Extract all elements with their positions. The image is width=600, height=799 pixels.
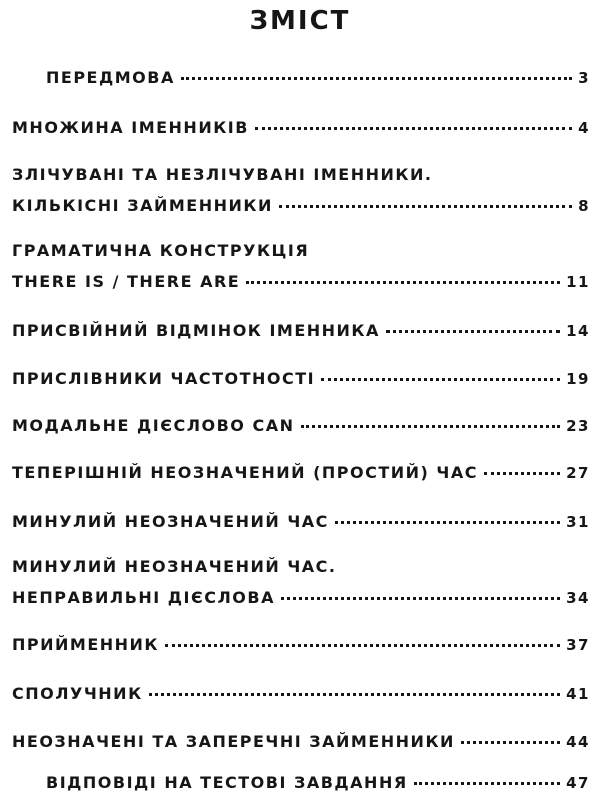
toc-entry[interactable] <box>12 463 590 482</box>
toc-entry-title: МИНУЛИЙ НЕОЗНАЧЕНИЙ ЧАС <box>12 512 329 531</box>
toc-entry[interactable] <box>12 588 590 607</box>
toc-entry-title: МНОЖИНА ІМЕННИКІВ <box>12 118 249 137</box>
dot-leader <box>335 521 560 524</box>
toc-entry-title: ПЕРЕДМОВА <box>46 68 175 87</box>
dot-leader <box>484 472 560 475</box>
dot-leader <box>165 644 560 647</box>
toc-entry-title: ТЕПЕРІШНІЙ НЕОЗНАЧЕНИЙ (ПРОСТИЙ) ЧАС <box>12 463 478 482</box>
toc-entry[interactable] <box>46 773 590 792</box>
dot-leader <box>255 127 572 130</box>
toc-page-number: 34 <box>566 589 590 607</box>
dot-leader <box>246 281 560 284</box>
toc-entry[interactable] <box>12 512 590 531</box>
toc-page-number: 4 <box>578 119 590 137</box>
toc-page-number: 41 <box>566 685 590 703</box>
toc-page-number: 8 <box>578 197 590 215</box>
toc-entry-title: ВІДПОВІДІ НА ТЕСТОВІ ЗАВДАННЯ <box>46 773 408 792</box>
toc-entry[interactable] <box>46 68 590 87</box>
toc-page-number: 47 <box>566 774 590 792</box>
toc-entry-title: МОДАЛЬНЕ ДІЄСЛОВО CAN <box>12 416 295 435</box>
toc-entry-title-line[interactable]: МИНУЛИЙ НЕОЗНАЧЕНИЙ ЧАС. <box>12 557 337 576</box>
toc-entry[interactable] <box>12 635 590 654</box>
toc-entry[interactable] <box>12 416 590 435</box>
dot-leader <box>414 782 560 785</box>
dot-leader <box>321 378 560 381</box>
toc-entry-title: ПРИСВІЙНИЙ ВІДМІНОК ІМЕННИКА <box>12 321 380 340</box>
toc-entry-title: НЕОЗНАЧЕНІ ТА ЗАПЕРЕЧНІ ЗАЙМЕННИКИ <box>12 732 455 751</box>
toc-page-number: 3 <box>578 69 590 87</box>
toc-page-number: 27 <box>566 464 590 482</box>
toc-page-number: 19 <box>566 370 590 388</box>
dot-leader <box>281 597 560 600</box>
toc-entry-title: ПРИЙМЕННИК <box>12 635 159 654</box>
toc-entry[interactable] <box>12 118 590 137</box>
toc-page-number: 31 <box>566 513 590 531</box>
dot-leader <box>461 741 560 744</box>
toc-entry[interactable] <box>12 684 590 703</box>
toc-entry[interactable] <box>12 732 590 751</box>
dot-leader <box>301 425 561 428</box>
toc-entry-title: СПОЛУЧНИК <box>12 684 143 703</box>
dot-leader <box>386 330 560 333</box>
dot-leader <box>279 205 572 208</box>
dot-leader <box>181 77 572 80</box>
toc-entry-title-line[interactable]: ЗЛІЧУВАНІ ТА НЕЗЛІЧУВАНІ ІМЕННИКИ. <box>12 165 433 184</box>
toc-entry[interactable] <box>12 369 590 388</box>
page-title: ЗМІСТ <box>249 6 351 36</box>
dot-leader <box>149 693 560 696</box>
toc-entry[interactable] <box>12 272 590 291</box>
toc-entry-title: КІЛЬКІСНІ ЗАЙМЕННИКИ <box>12 196 273 215</box>
toc-entry[interactable] <box>12 321 590 340</box>
toc-entry-title: THERE IS / THERE ARE <box>12 272 241 291</box>
toc-page-number: 11 <box>566 273 590 291</box>
toc-entry-title: НЕПРАВИЛЬНІ ДІЄСЛОВА <box>12 588 275 607</box>
toc-entry-title: ПРИСЛІВНИКИ ЧАСТОТНОСТІ <box>12 369 316 388</box>
toc-page-number: 14 <box>566 322 590 340</box>
toc-entry[interactable] <box>12 196 590 215</box>
toc-page-number: 44 <box>566 733 590 751</box>
toc-page-number: 37 <box>566 636 590 654</box>
toc-page-number: 23 <box>566 417 590 435</box>
toc-entry-title-line[interactable]: ГРАМАТИЧНА КОНСТРУКЦІЯ <box>12 241 310 260</box>
